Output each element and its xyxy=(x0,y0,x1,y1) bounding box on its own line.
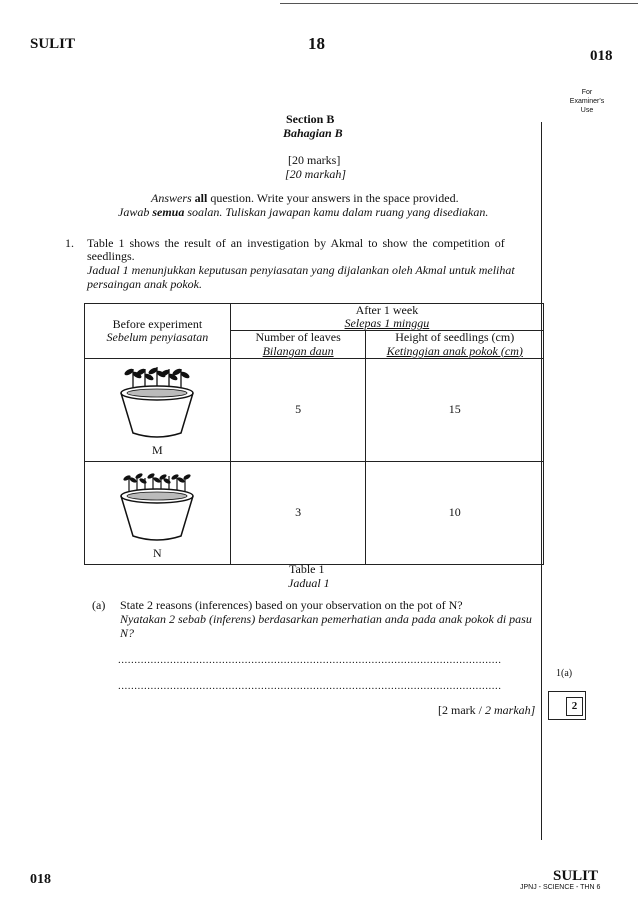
question-en-line1: Table 1 shows the result of an investigation by Akmal to show the competition of xyxy=(87,236,505,250)
page-number: 18 xyxy=(308,34,325,53)
footer-sulit: SULIT xyxy=(553,868,599,884)
instruction-en-bold: all xyxy=(194,191,208,205)
pot-label-n: N xyxy=(153,545,162,560)
pot-m-cell xyxy=(85,358,231,461)
answer-line-1[interactable]: ...................................................................................................................... xyxy=(118,654,502,666)
part-a-question-ms-line2: N? xyxy=(120,626,135,640)
section-marks: [20 marks] xyxy=(288,153,341,167)
part-a-question-en: State 2 reasons (inferences) based on your observation on the pot of N? xyxy=(120,598,463,612)
header-leaves-en: Number of leaves xyxy=(255,330,341,345)
header-after xyxy=(230,304,543,331)
table-row xyxy=(85,358,544,461)
paper-code: 018 xyxy=(590,48,613,64)
header-height xyxy=(366,331,544,358)
header-height-ms: Ketinggian anak pokok (cm) xyxy=(386,343,523,358)
header-before-en: Before experiment xyxy=(112,316,203,331)
section-title-ms: Bahagian B xyxy=(283,126,343,140)
examiner-line2: Examiner's xyxy=(569,98,605,105)
part-a-code: 1(a) xyxy=(556,668,573,679)
part-a-marks xyxy=(438,703,535,718)
height-m: 15 xyxy=(366,358,544,461)
pot-n-cell xyxy=(85,461,231,564)
header-after-ms: Selepas 1 minggu xyxy=(344,316,430,331)
instruction-en xyxy=(151,191,459,206)
footer-subcode: JPNJ - SCIENCE - THN 6 xyxy=(520,884,601,891)
question-number: 1. xyxy=(65,236,74,250)
section-marks-ms: [20 markah] xyxy=(285,167,347,181)
top-rule xyxy=(280,3,638,4)
instruction-ms-pre: Jawab xyxy=(118,205,153,219)
header-leaves xyxy=(230,331,366,358)
max-mark-box: 2 xyxy=(566,697,583,716)
answer-line-2[interactable]: ...................................................................................................................... xyxy=(118,680,502,692)
results-table xyxy=(84,303,544,565)
header-height-en: Height of seedlings (cm) xyxy=(395,330,515,345)
question-ms-line1: Jadual 1 menunjukkan keputusan penyiasatan yang dijalankan oleh Akmal untuk melihat xyxy=(87,263,515,277)
leaves-m: 5 xyxy=(230,358,366,461)
section-title: Section B xyxy=(286,112,335,126)
question-ms-line2: persaingan anak pokok. xyxy=(87,277,202,291)
part-a-marks-ms: 2 markah] xyxy=(482,703,536,717)
leaves-n: 3 xyxy=(230,461,366,564)
header-sulit: SULIT xyxy=(30,36,76,52)
instruction-ms-post: soalan. Tuliskan jawapan kamu dalam ruang yang disediakan. xyxy=(184,205,489,219)
part-a-question-ms-line1: Nyatakan 2 sebab (inferens) berdasarkan pemerhatian anda pada anak pokok di pasu xyxy=(120,612,532,626)
footer-code: 018 xyxy=(30,872,51,887)
instruction-en-pre: Answers xyxy=(151,191,195,205)
examiner-line1: For xyxy=(581,89,593,96)
height-n: 10 xyxy=(366,461,544,564)
table-caption: Table 1 xyxy=(289,562,325,576)
instruction-ms-bold: semua xyxy=(152,205,185,219)
question-en-line2: seedlings. xyxy=(87,249,135,263)
table-caption-ms: Jadual 1 xyxy=(288,576,330,590)
header-leaves-ms: Bilangan daun xyxy=(262,343,334,358)
part-a-label: (a) xyxy=(92,598,106,612)
header-after-en: After 1 week xyxy=(355,303,419,317)
instruction-ms xyxy=(118,205,488,220)
table-row xyxy=(85,461,544,564)
instruction-en-post: question. Write your answers in the space provided. xyxy=(207,191,459,205)
examiner-line3: Use xyxy=(580,107,594,114)
part-a-marks-en: [2 mark / xyxy=(438,703,482,717)
pot-label-m: M xyxy=(152,442,163,457)
examiner-use-label xyxy=(560,88,614,115)
header-before-ms: Sebelum penyiasatan xyxy=(106,329,209,344)
header-before xyxy=(85,304,231,359)
pot-m-seedlings-illustration xyxy=(117,363,197,441)
pot-n-seedlings-illustration xyxy=(117,466,197,544)
